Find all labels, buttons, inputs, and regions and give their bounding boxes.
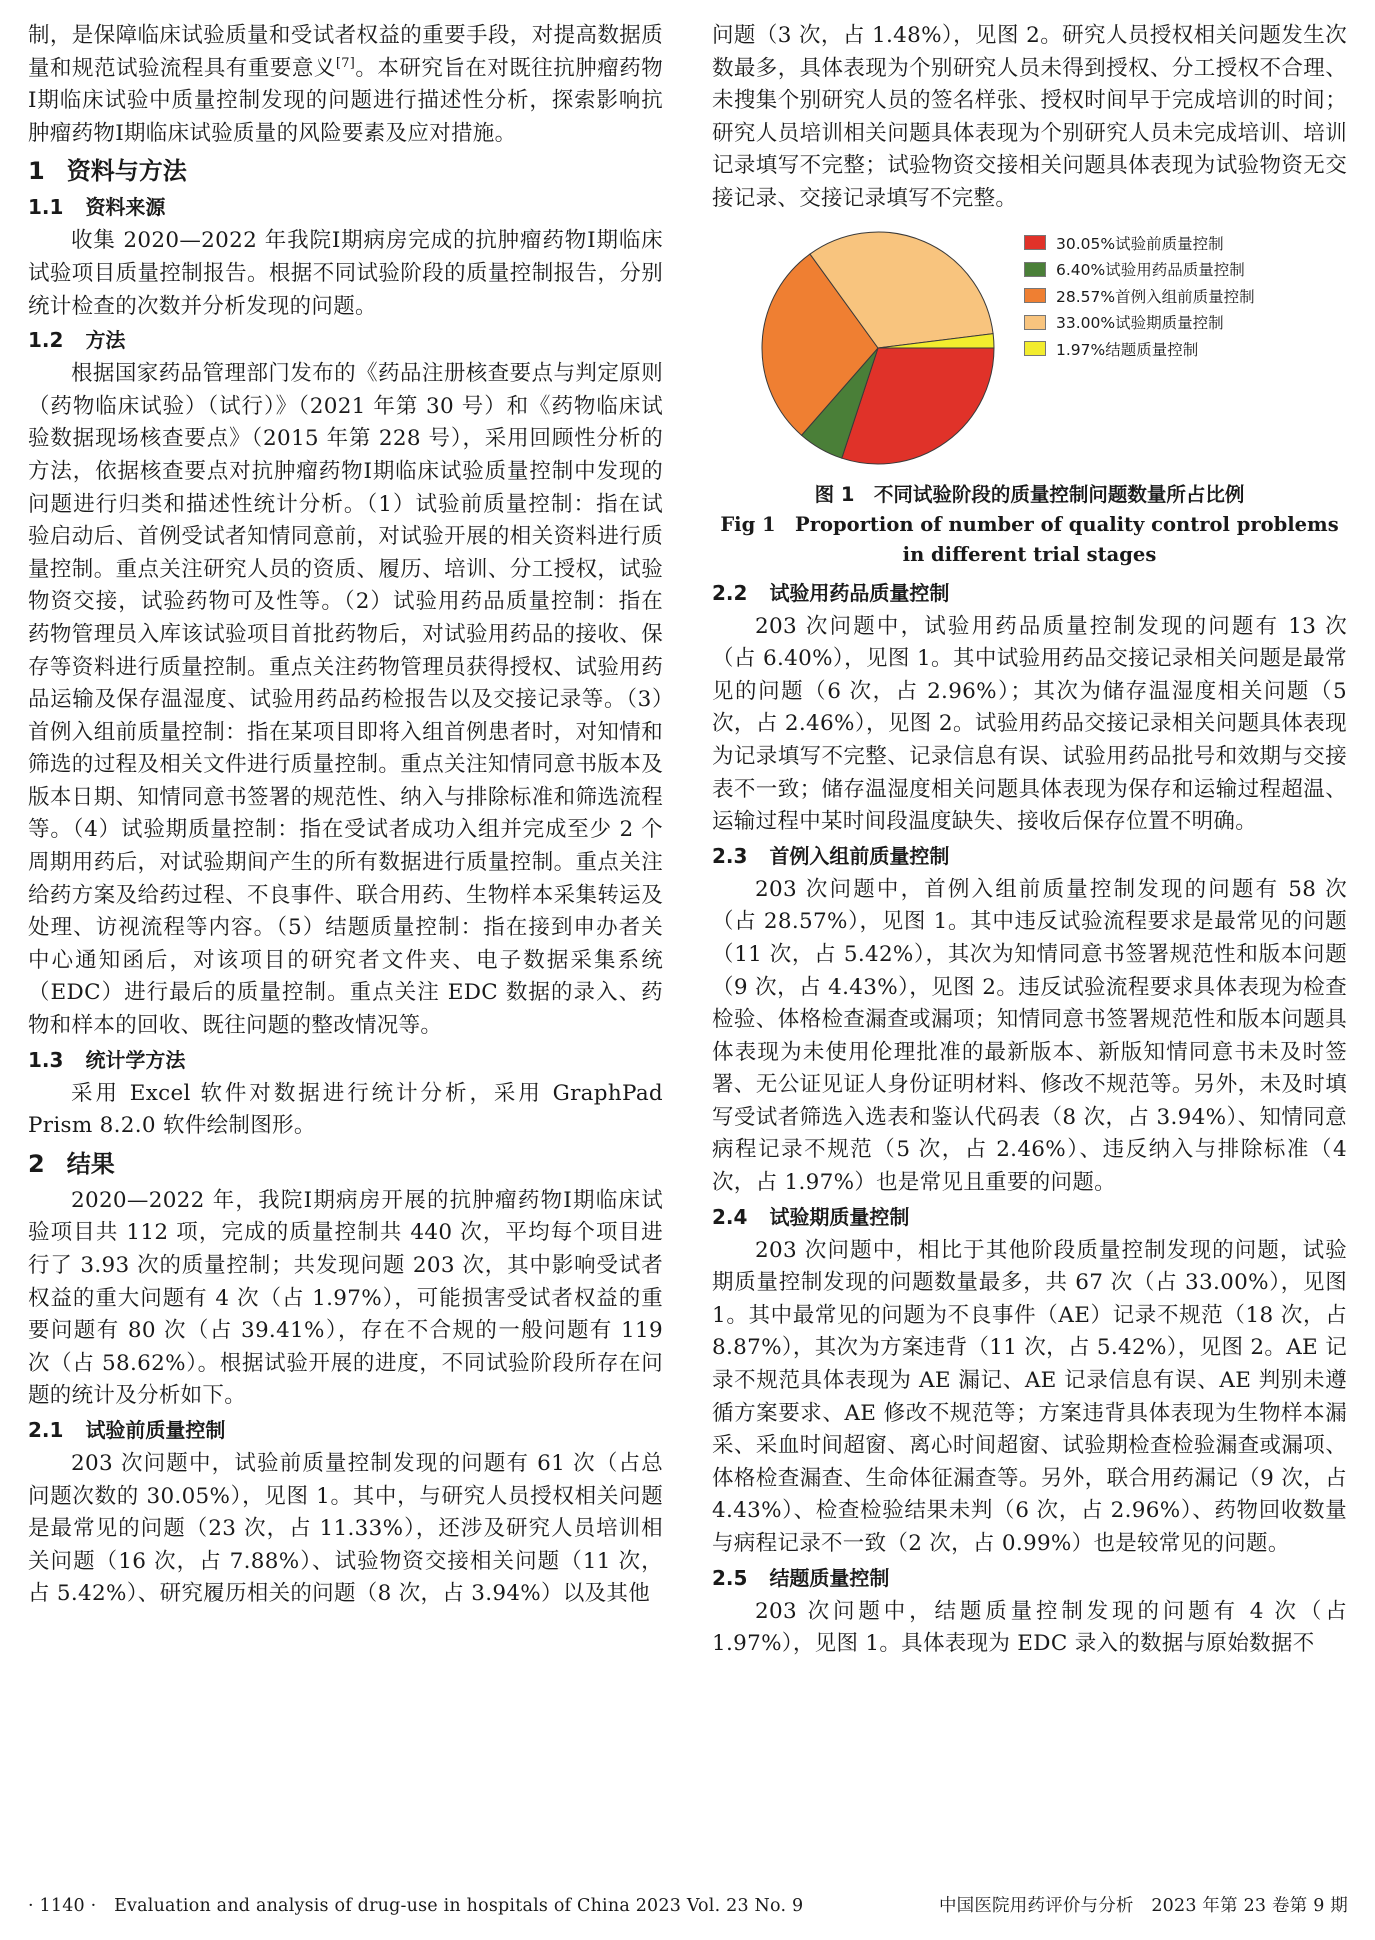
section-heading-2	[28, 1147, 663, 1181]
figure-caption-en	[712, 510, 1347, 570]
section-title: 试验期质量控制	[769, 1204, 910, 1229]
legend-item-3	[1024, 309, 1255, 336]
legend-label: 1.97%结题质量控制	[1056, 340, 1199, 359]
legend-swatch	[1024, 341, 1046, 356]
paragraph-intro	[28, 20, 663, 150]
section-number: 2.1	[28, 1417, 64, 1442]
left-column	[28, 20, 663, 1611]
section-heading-2-3	[712, 841, 1347, 872]
legend-label: 28.57%首例入组前质量控制	[1056, 287, 1255, 306]
figure-1	[712, 226, 1347, 474]
section-number: 2.5	[712, 1565, 748, 1590]
legend-label: 33.00%试验期质量控制	[1056, 314, 1224, 333]
section-number: 1.1	[28, 195, 64, 220]
section-title: 首例入组前质量控制	[769, 843, 950, 868]
section-heading-1-1	[28, 192, 663, 223]
section-title: 资料来源	[85, 195, 166, 220]
legend-swatch	[1024, 235, 1046, 250]
section-title: 结果	[66, 1149, 115, 1178]
section-heading-2-2	[712, 578, 1347, 609]
chart-legend	[1024, 230, 1255, 363]
section-number: 2.2	[712, 580, 748, 605]
section-number: 2	[28, 1149, 45, 1178]
caption-en-line-2: in different trial stages	[902, 542, 1157, 566]
section-number: 1	[28, 157, 45, 186]
legend-item-4	[1024, 336, 1255, 363]
section-heading-2-5	[712, 1563, 1347, 1594]
page-footer	[28, 1892, 1348, 1917]
paragraph-2-1-continued: 问题（3 次，占 1.48%），见图 2。研究人员授权相关问题发生次数最多，具体表现为个别研究人员未得到授权、分工授权不合理、未搜集个别研究人员的签名样张、授权时间早于完成培训的时间；研究人员培训相关问题具体表现为个别研究人员未完成培训、培训记录填写不完整；试验物资交接相关问题具体表现为试验物资无交接记录、交接记录填写不完整。	[712, 23, 1347, 211]
legend-item-1	[1024, 256, 1255, 283]
section-heading-1-3	[28, 1045, 663, 1076]
section-number: 2.4	[712, 1204, 748, 1229]
section-heading-2-1	[28, 1415, 663, 1446]
legend-swatch	[1024, 262, 1046, 277]
section-title: 试验用药品质量控制	[769, 580, 950, 605]
legend-label: 6.40%试验用药品质量控制	[1056, 261, 1245, 280]
section-title: 结题质量控制	[769, 1565, 890, 1590]
legend-swatch	[1024, 315, 1046, 330]
paragraph-2-5: 203 次问题中，结题质量控制发现的问题有 4 次（占 1.97%），见图 1。具体表现为 EDC 录入的数据与原始数据不	[712, 1598, 1347, 1657]
paragraph-2-3: 203 次问题中，首例入组前质量控制发现的问题有 58 次（占 28.57%），见图 1。其中违反试验流程要求是最常见的问题（11 次，占 5.42%），其次为知情同意书签署规范性和版本问题（9 次，占 4.43%），见图 2。违反试验流程要求具体表现为检查检验、体格检查漏查或漏项；知情同意书签署规范性和版本问题具体表现为未使用伦理批准的最新版本、新版知情同意书未及时签署、无公证见证人身份证明材料、修改不规范等。另外，未及时填写受试者筛选入选表和鉴认代码表（8 次，占 3.94%）、知情同意病程记录不规范（5 次，占 2.46%）、违反纳入与排除标准（4 次，占 1.97%）也是常见且重要的问题。	[712, 876, 1347, 1196]
legend-swatch	[1024, 288, 1046, 303]
paragraph-2-2: 203 次问题中，试验用药品质量控制发现的问题有 13 次（占 6.40%），见图 1。其中试验用药品交接记录相关问题是最常见的问题（6 次，占 2.96%）；其次为储存温湿度相关问题（5 次，占 2.46%），见图 2。试验用药品交接记录相关问题具体表现为记录填写不完整、记录信息有误、试验用药品批号和效期与交接表不一致；储存温湿度相关问题具体表现为保存和运输过程超温、运输过程中某时间段温度缺失、接收后保存位置不明确。	[712, 613, 1347, 835]
section-title: 资料与方法	[66, 157, 187, 186]
section-heading-2-4	[712, 1202, 1347, 1233]
section-heading-1	[28, 154, 663, 188]
caption-en-line-1: Fig 1 Proportion of number of quality control problems	[720, 512, 1339, 536]
right-column	[712, 20, 1347, 1661]
section-number: 1.2	[28, 328, 64, 353]
section-heading-1-2	[28, 325, 663, 356]
section-title: 试验前质量控制	[85, 1417, 226, 1442]
legend-label: 30.05%试验前质量控制	[1056, 234, 1224, 253]
intro-text: 制，是保障临床试验质量和受试者权益的重要手段，对提高数据质量和规范试验流程具有重要意义	[28, 23, 663, 81]
paragraph-1-2: 根据国家药品管理部门发布的《药品注册核查要点与判定原则（药物临床试验）（试行）》（2021 年第 30 号）和《药物临床试验数据现场核查要点》（2015 年第 228 号），采用回顾性分析的方法，依据核查要点对抗肿瘤药物Ⅰ期临床试验质量控制中发现的问题进行归类和描述性统计分析。（1）试验前质量控制：指在试验启动后、首例受试者知情同意前，对试验开展的相关资料进行质量控制。重点关注研究人员的资质、履历、培训、分工授权，试验物资交接，试验药物可及性等。（2）试验用药品质量控制：指在药物管理员入库该试验项目首批药物后，对试验用药品的接收、保存等资料进行质量控制。重点关注药物管理员获得授权、试验用药品运输及保存温湿度、试验用药品药检报告以及交接记录等。（3）首例入组前质量控制：指在某项目即将入组首例患者时，对知情和筛选的过程及相关文件进行质量控制。重点关注知情同意书版本及版本日期、知情同意书签署的规范性、纳入与排除标准和筛选流程等。（4）试验期质量控制：指在受试者成功入组并完成至少 2 个周期用药后，对试验期间产生的所有数据进行质量控制。重点关注给药方案及给药过程、不良事件、联合用药、生物样本采集转运及处理、访视流程等内容。（5）结题质量控制：指在接到申办者关中心通知函后，对该项目的研究者文件夹、电子数据采集系统（EDC）进行最后的质量控制。重点关注 EDC 数据的录入、药物和样本的回收、既往问题的整改情况等。	[28, 361, 663, 1039]
section-title: 统计学方法	[85, 1047, 186, 1072]
legend-item-0	[1024, 230, 1255, 257]
figure-caption-cn: 图 1 不同试验阶段的质量控制问题数量所占比例	[814, 482, 1245, 506]
paragraph-2-1: 203 次问题中，试验前质量控制发现的问题有 61 次（占总问题次数的 30.05%），见图 1。其中，与研究人员授权相关问题是最常见的问题（23 次，占 11.33%），还涉及研究人员培训相关问题（16 次，占 7.88%）、试验物资交接相关问题（11 次，占 5.42%）、研究履历相关的问题（8 次，占 3.94%）以及其他	[28, 1450, 663, 1607]
footer-left: · 1140 · Evaluation and analysis of drug-use in hospitals of China 2023 Vol. 23 No. 9	[28, 1896, 804, 1916]
paragraph-2-4: 203 次问题中，相比于其他阶段质量控制发现的问题，试验期质量控制发现的问题数量最多，共 67 次（占 33.00%），见图 1。其中最常见的问题为不良事件（AE）记录不规范（18 次，占 8.87%），其次为方案违背（11 次，占 5.42%），见图 2。AE 记录不规范具体表现为 AE 漏记、AE 记录信息有误、AE 判别未遵循方案要求、AE 修改不规范等；方案违背具体表现为生物样本漏采、采血时间超窗、离心时间超窗、试验期检查检验漏查或漏项、体格检查漏查、生命体征漏查等。另外，联合用药漏记（9 次，占 4.43%）、检查检验结果未判（6 次，占 2.96%）、药物回收数量与病程记录不一致（2 次，占 0.99%）也是较常见的问题。	[712, 1237, 1347, 1556]
paragraph-1-1: 收集 2020—2022 年我院Ⅰ期病房完成的抗肿瘤药物Ⅰ期临床试验项目质量控制报告。根据不同试验阶段的质量控制报告，分别统计检查的次数并分析发现的问题。	[28, 228, 663, 319]
section-title: 方法	[85, 328, 126, 353]
section-number: 1.3	[28, 1047, 64, 1072]
section-number: 2.3	[712, 843, 748, 868]
citation-ref: [7]	[335, 55, 356, 71]
pie-chart	[758, 228, 998, 468]
legend-item-2	[1024, 283, 1255, 310]
paragraph-2: 2020—2022 年，我院Ⅰ期病房开展的抗肿瘤药物Ⅰ期临床试验项目共 112 项，完成的质量控制共 440 次，平均每个项目进行了 3.93 次的质量控制；共发现问题 203 次，其中影响受试者权益的重大问题有 4 次（占 1.97%），可能损害受试者权益的重要问题有 80 次（占 39.41%），存在不合规的一般问题有 119 次（占 58.62%）。根据试验开展的进度，不同试验阶段所存在问题的统计及分析如下。	[28, 1187, 663, 1409]
footer-right: 中国医院用药评价与分析 2023 年第 23 卷第 9 期	[938, 1896, 1348, 1916]
intro-text-end: 。本研究旨在对既往抗肿瘤药物Ⅰ期临床试验中质量控制发现的问题进行描述性分析，探索影响抗肿瘤药物Ⅰ期临床试验质量的风险要素及应对措施。	[28, 55, 664, 146]
paragraph-1-3: 采用 Excel 软件对数据进行统计分析，采用 GraphPad Prism 8.2.0 软件绘制图形。	[28, 1080, 663, 1139]
